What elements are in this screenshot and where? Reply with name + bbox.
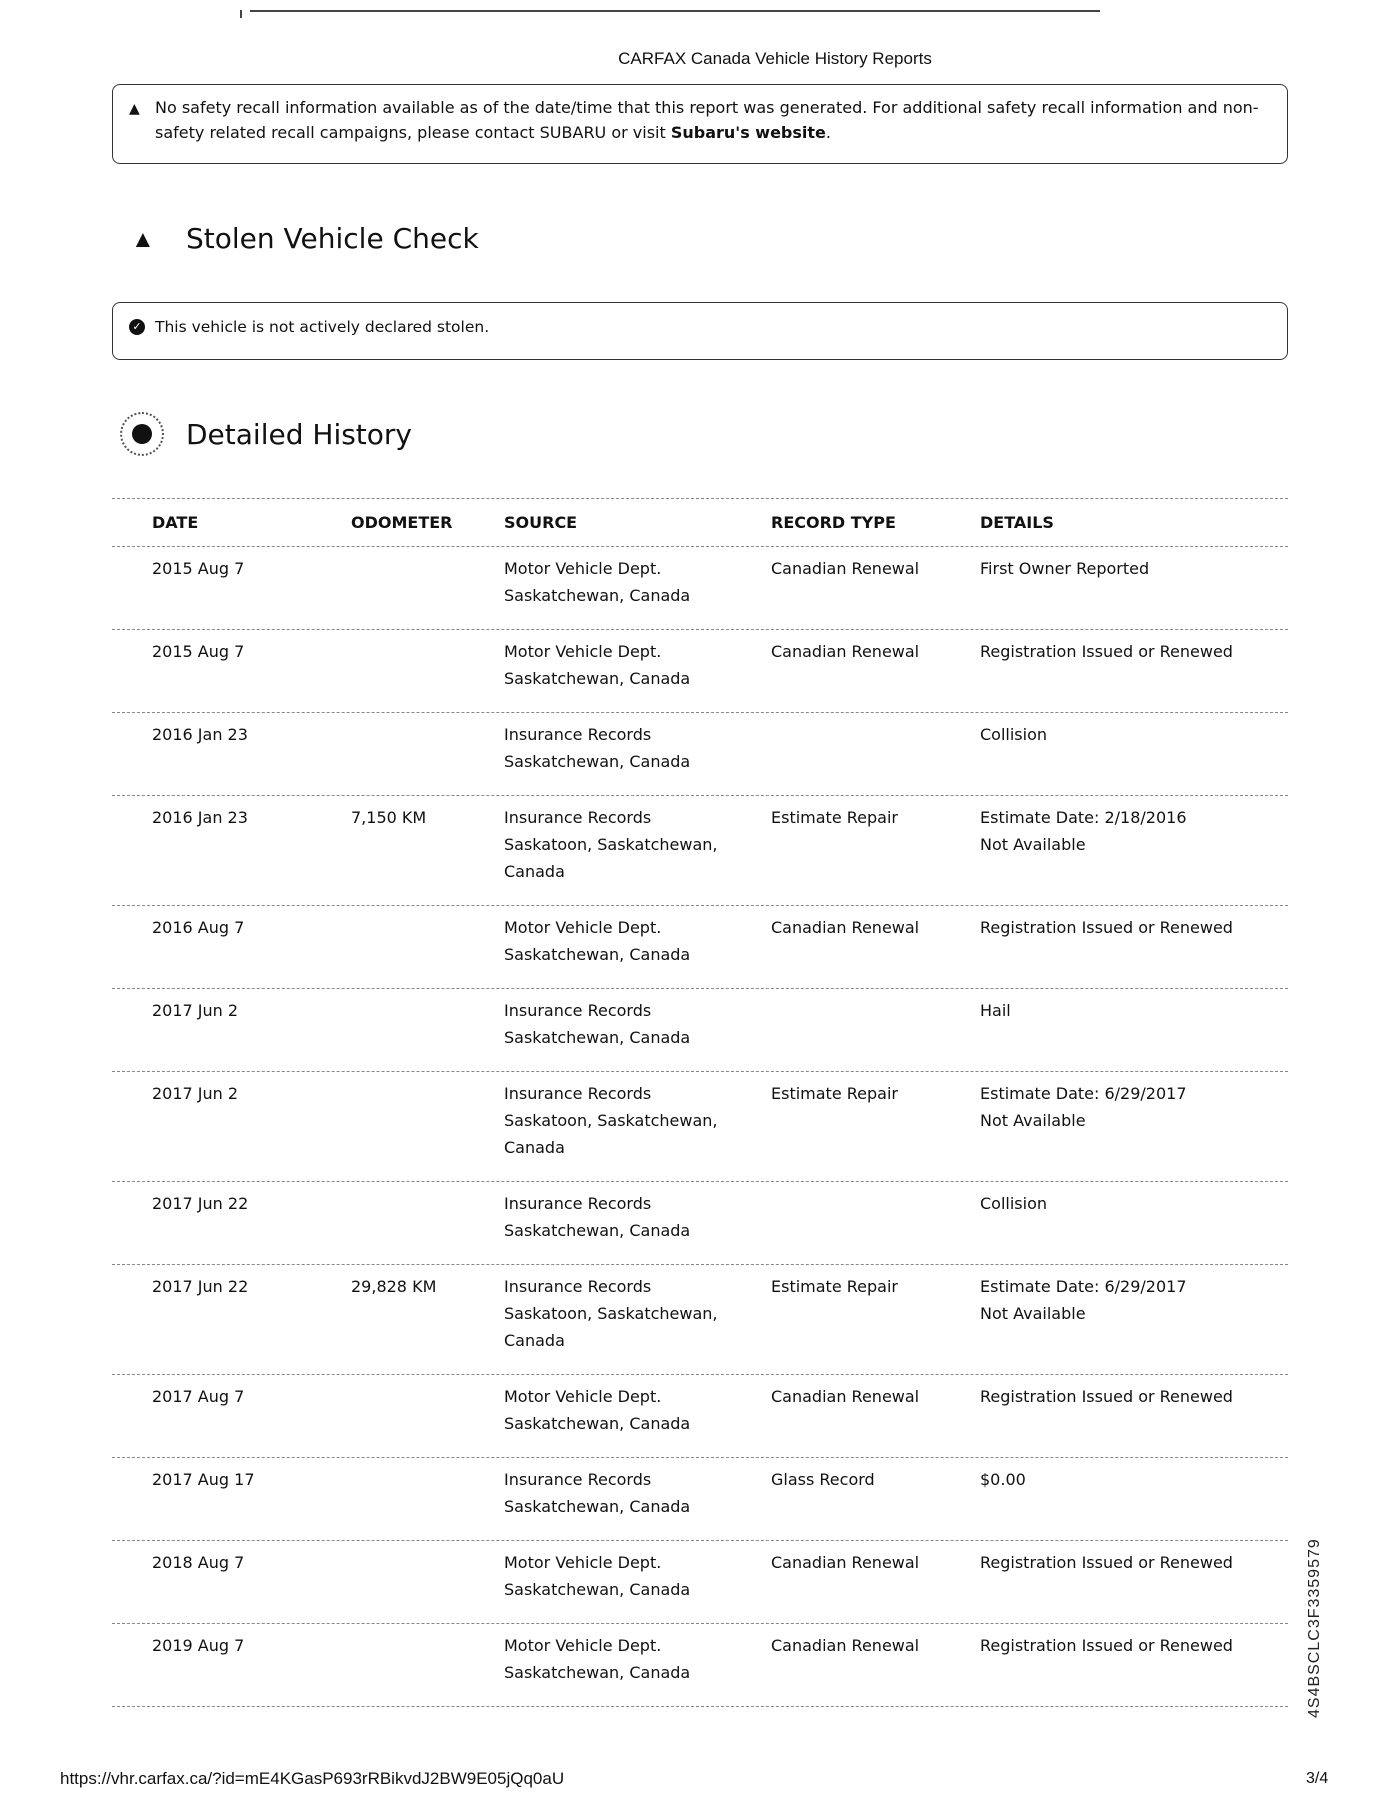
- row-source-line: Motor Vehicle Dept.: [504, 1387, 662, 1406]
- row-odometer-line: 29,828 KM: [351, 1277, 437, 1296]
- table-row: [112, 630, 1288, 713]
- row-date-line: 2016 Aug 7: [152, 918, 245, 937]
- row-details-line: Collision: [980, 1194, 1048, 1213]
- row-record-type: [771, 914, 980, 974]
- vin-side-label: 4S4BSCLC3F3359579: [1306, 1538, 1323, 1718]
- recall-notice: [112, 84, 1288, 164]
- row-record-type-line: Canadian Renewal: [771, 559, 920, 578]
- row-source-line: Saskatchewan, Canada: [504, 1028, 691, 1047]
- row-source: [504, 1632, 771, 1692]
- row-details: [980, 1466, 1288, 1526]
- row-source: [504, 1080, 771, 1167]
- row-odometer: [351, 638, 504, 698]
- table-row: [112, 1624, 1288, 1707]
- row-details: [980, 721, 1288, 781]
- row-source-line: Motor Vehicle Dept.: [504, 642, 662, 661]
- row-details-line: Registration Issued or Renewed: [980, 1636, 1233, 1655]
- col-details-header: DETAILS: [980, 513, 1054, 532]
- row-record-type: [771, 1080, 980, 1167]
- row-record-type-line: Estimate Repair: [771, 1277, 898, 1296]
- row-record-type-line: Estimate Repair: [771, 1084, 898, 1103]
- megaphone-icon: ▲: [129, 101, 140, 117]
- row-date: [112, 1080, 351, 1167]
- row-details-line: Registration Issued or Renewed: [980, 642, 1233, 661]
- row-details-line: $0.00: [980, 1470, 1026, 1489]
- row-odometer: [351, 1466, 504, 1526]
- row-details: [980, 1549, 1288, 1609]
- row-odometer: [351, 1273, 504, 1360]
- row-date-line: 2017 Jun 22: [152, 1277, 249, 1296]
- row-source: [504, 555, 771, 615]
- detailed-history-title: Detailed History: [186, 418, 412, 451]
- stolen-status-message: This vehicle is not actively declared stolen.: [155, 318, 490, 336]
- table-row: [112, 1072, 1288, 1182]
- table-row: [112, 1265, 1288, 1375]
- row-details-line: Registration Issued or Renewed: [980, 918, 1233, 937]
- row-date-line: 2017 Aug 7: [152, 1387, 245, 1406]
- row-odometer: [351, 1190, 504, 1250]
- scan-top-rule: [250, 10, 1100, 12]
- row-source: [504, 721, 771, 781]
- row-odometer: [351, 721, 504, 781]
- table-row: [112, 989, 1288, 1072]
- row-record-type: [771, 721, 980, 781]
- row-details-line: Estimate Date: 2/18/2016: [980, 808, 1187, 827]
- row-source-line: Insurance Records: [504, 1001, 652, 1020]
- row-date: [112, 638, 351, 698]
- row-date: [112, 1549, 351, 1609]
- row-source: [504, 1549, 771, 1609]
- row-details: [980, 1273, 1288, 1360]
- row-source-line: Canada: [504, 1331, 565, 1350]
- row-odometer: [351, 1383, 504, 1443]
- row-source-line: Insurance Records: [504, 1194, 652, 1213]
- col-date-header: DATE: [152, 513, 199, 532]
- row-source-line: Motor Vehicle Dept.: [504, 1636, 662, 1655]
- row-date: [112, 555, 351, 615]
- row-source-line: Saskatchewan, Canada: [504, 1497, 691, 1516]
- row-source-line: Insurance Records: [504, 808, 652, 827]
- table-row: [112, 796, 1288, 906]
- row-record-type: [771, 1190, 980, 1250]
- row-details: [980, 1080, 1288, 1167]
- row-source-line: Insurance Records: [504, 1084, 652, 1103]
- row-record-type-line: Canadian Renewal: [771, 1553, 920, 1572]
- row-details: [980, 555, 1288, 615]
- subaru-website-link[interactable]: Subaru's website: [670, 123, 826, 142]
- row-odometer: [351, 1549, 504, 1609]
- row-date-line: 2017 Jun 22: [152, 1194, 249, 1213]
- row-source-line: Motor Vehicle Dept.: [504, 1553, 662, 1572]
- row-date: [112, 1632, 351, 1692]
- row-source-line: Motor Vehicle Dept.: [504, 559, 662, 578]
- row-details: [980, 914, 1288, 974]
- footer-url: https://vhr.carfax.ca/?id=mE4KGasP693rRBikvdJ2BW9E05jQq0aU: [60, 1769, 565, 1788]
- row-source-line: Canada: [504, 1138, 565, 1157]
- row-date-line: 2017 Aug 17: [152, 1470, 255, 1489]
- row-source: [504, 804, 771, 891]
- row-details-line: Registration Issued or Renewed: [980, 1553, 1233, 1572]
- row-odometer: [351, 1632, 504, 1692]
- row-source: [504, 1466, 771, 1526]
- row-details-line: Registration Issued or Renewed: [980, 1387, 1233, 1406]
- row-source-line: Saskatchewan, Canada: [504, 1221, 691, 1240]
- row-details-line: Estimate Date: 6/29/2017: [980, 1084, 1187, 1103]
- row-source-line: Saskatchewan, Canada: [504, 669, 691, 688]
- table-row: [112, 713, 1288, 796]
- row-date-line: 2016 Jan 23: [152, 725, 248, 744]
- row-date: [112, 1190, 351, 1250]
- row-details: [980, 1632, 1288, 1692]
- row-source: [504, 1190, 771, 1250]
- row-details-line: First Owner Reported: [980, 559, 1150, 578]
- row-source: [504, 1383, 771, 1443]
- row-record-type-line: Canadian Renewal: [771, 918, 920, 937]
- row-date: [112, 1273, 351, 1360]
- row-date: [112, 1383, 351, 1443]
- row-details-line: Not Available: [980, 1304, 1086, 1323]
- row-date-line: 2015 Aug 7: [152, 642, 245, 661]
- row-source-line: Saskatoon, Saskatchewan,: [504, 835, 718, 854]
- row-record-type: [771, 1273, 980, 1360]
- row-odometer: [351, 804, 504, 891]
- row-record-type: [771, 1466, 980, 1526]
- row-source-line: Insurance Records: [504, 1277, 652, 1296]
- table-row: [112, 906, 1288, 989]
- table-row: [112, 1458, 1288, 1541]
- row-record-type: [771, 1383, 980, 1443]
- row-details: [980, 804, 1288, 891]
- row-source: [504, 1273, 771, 1360]
- row-date-line: 2018 Aug 7: [152, 1553, 245, 1572]
- row-details-line: Not Available: [980, 835, 1086, 854]
- check-circle-icon: ✓: [129, 319, 145, 335]
- row-odometer: [351, 914, 504, 974]
- row-source-line: Saskatchewan, Canada: [504, 1580, 691, 1599]
- scan-corner-mark: [240, 10, 262, 18]
- history-header-row: [112, 499, 1288, 547]
- row-details-line: Collision: [980, 725, 1048, 744]
- globe-icon: [120, 412, 164, 456]
- row-record-type: [771, 804, 980, 891]
- row-source-line: Saskatchewan, Canada: [504, 1414, 691, 1433]
- row-record-type-line: Canadian Renewal: [771, 1387, 920, 1406]
- row-date-line: 2017 Jun 2: [152, 1084, 239, 1103]
- row-details: [980, 1190, 1288, 1250]
- row-source-line: Saskatoon, Saskatchewan,: [504, 1304, 718, 1323]
- recall-line-1: No safety recall information available as of the date/time that this report was generated. For additional safety recall information and non-: [155, 98, 1259, 117]
- history-table: [112, 498, 1288, 1707]
- row-source-line: Motor Vehicle Dept.: [504, 918, 662, 937]
- row-details-line: Hail: [980, 1001, 1011, 1020]
- row-source: [504, 914, 771, 974]
- row-odometer-line: 7,150 KM: [351, 808, 427, 827]
- row-details: [980, 997, 1288, 1057]
- table-row: [112, 1541, 1288, 1624]
- stolen-status-box: [112, 302, 1288, 360]
- row-source-line: Saskatoon, Saskatchewan,: [504, 1111, 718, 1130]
- row-date: [112, 1466, 351, 1526]
- row-record-type: [771, 1632, 980, 1692]
- row-source-line: Insurance Records: [504, 725, 652, 744]
- recall-line-2: [155, 120, 1263, 145]
- row-record-type-line: Glass Record: [771, 1470, 875, 1489]
- recall-line-2-end: .: [825, 123, 831, 142]
- row-date: [112, 997, 351, 1057]
- row-source-line: Saskatchewan, Canada: [504, 586, 691, 605]
- row-odometer: [351, 997, 504, 1057]
- report-header: CARFAX Canada Vehicle History Reports: [618, 49, 932, 68]
- row-record-type: [771, 638, 980, 698]
- table-row: [112, 1375, 1288, 1458]
- row-record-type: [771, 555, 980, 615]
- row-details: [980, 638, 1288, 698]
- row-details: [980, 1383, 1288, 1443]
- stolen-vehicle-check-title: Stolen Vehicle Check: [186, 222, 479, 255]
- col-odometer-header: ODOMETER: [351, 513, 453, 532]
- row-date-line: 2017 Jun 2: [152, 1001, 239, 1020]
- table-row: [112, 1182, 1288, 1265]
- row-source: [504, 997, 771, 1057]
- row-source-line: Saskatchewan, Canada: [504, 752, 691, 771]
- row-date: [112, 721, 351, 781]
- row-odometer: [351, 1080, 504, 1167]
- row-details-line: Estimate Date: 6/29/2017: [980, 1277, 1187, 1296]
- row-source-line: Saskatchewan, Canada: [504, 1663, 691, 1682]
- siren-icon: ▲: [131, 226, 155, 253]
- row-source: [504, 638, 771, 698]
- row-record-type: [771, 997, 980, 1057]
- row-source-line: Insurance Records: [504, 1470, 652, 1489]
- table-row: [112, 547, 1288, 630]
- row-odometer: [351, 555, 504, 615]
- footer-page-number: 3/4: [1306, 1770, 1329, 1787]
- row-details-line: Not Available: [980, 1111, 1086, 1130]
- row-source-line: Saskatchewan, Canada: [504, 945, 691, 964]
- row-date-line: 2015 Aug 7: [152, 559, 245, 578]
- row-record-type-line: Estimate Repair: [771, 808, 898, 827]
- row-record-type-line: Canadian Renewal: [771, 1636, 920, 1655]
- row-date-line: 2016 Jan 23: [152, 808, 248, 827]
- row-record-type: [771, 1549, 980, 1609]
- recall-line-2-text: safety related recall campaigns, please contact SUBARU or visit: [155, 123, 671, 142]
- row-record-type-line: Canadian Renewal: [771, 642, 920, 661]
- row-date-line: 2019 Aug 7: [152, 1636, 245, 1655]
- row-date: [112, 914, 351, 974]
- row-date: [112, 804, 351, 891]
- col-source-header: SOURCE: [504, 513, 578, 532]
- row-source-line: Canada: [504, 862, 565, 881]
- col-record-type-header: RECORD TYPE: [771, 513, 896, 532]
